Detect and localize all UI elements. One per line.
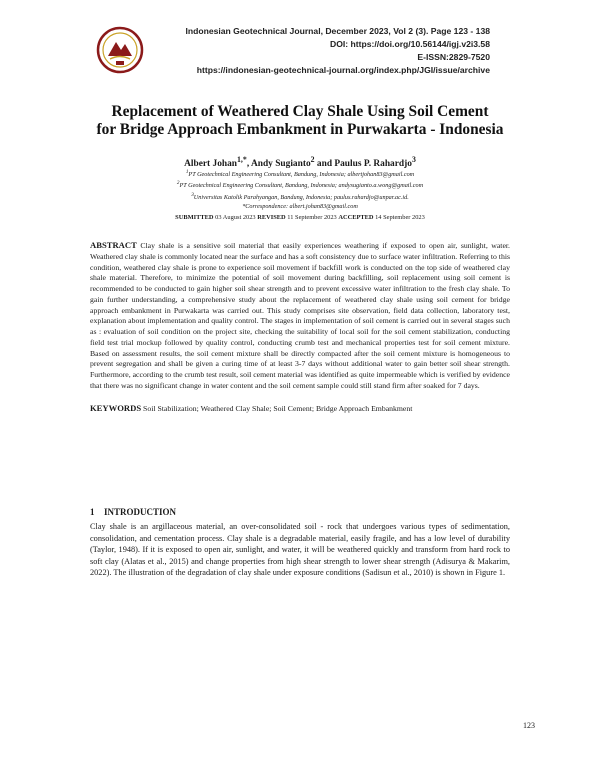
author-separator: , bbox=[246, 159, 251, 170]
abstract bbox=[90, 240, 510, 392]
keywords-text: Soil Stabilization; Weathered Clay Shale; Soil Cement; Bridge Approach Embankment bbox=[143, 404, 413, 413]
affiliation-item: $^1$PT Geotechnical Engineering Consultant, Bandung, Indonesia; albertjohan83@gmail.com bbox=[185, 169, 415, 179]
journal-header bbox=[130, 25, 490, 77]
section-title: INTRODUCTION bbox=[104, 507, 177, 517]
journal-citation: Indonesian Geotechnical Journal, December 2023, Vol 2 (3). Page 123 - 138 bbox=[185, 26, 490, 36]
journal-url-link[interactable]: https://indonesian-geotechnical-journal.org/index.php/JGI/issue/archive bbox=[196, 65, 490, 75]
abstract-label: ABSTRACT bbox=[90, 240, 137, 250]
correspondence-email[interactable]: *Correspondence: albert.johan83@gmail.com bbox=[242, 203, 358, 211]
paper-title bbox=[70, 103, 530, 139]
keywords-label: KEYWORDS bbox=[90, 403, 142, 413]
affiliation-list bbox=[70, 168, 530, 211]
affiliation-item: $^3$Universitas Katolik Parahyangan, Bandung, Indonesia; paulus.rahardjo@unpar.ac.id. bbox=[191, 191, 409, 201]
section-heading bbox=[90, 507, 176, 517]
author-affiliation-mark: 3 bbox=[411, 155, 416, 164]
paper-title-line-1: Replacement of Weathered Clay Shale Using Soil Cement bbox=[111, 103, 489, 120]
keywords bbox=[90, 403, 510, 413]
submission-dates: SUBMITTED 03 August 2023 REVISED 11 September 2023 ACCEPTED 14 September 2023 bbox=[175, 214, 425, 221]
paper-title-line-2: for Bridge Approach Embankment in Purwakarta - Indonesia bbox=[96, 121, 504, 138]
section-number: 1 bbox=[90, 507, 95, 517]
author-affiliation-mark: 2 bbox=[310, 155, 315, 164]
body-paragraph: Clay shale is an argillaceous material, an over-consolidated soil - rock that undergoes various types of sedimentation, consolidation, and cementation process. Clay shale is a degradable material, easily fragile, and has a low level of durability (Taylor, 1948). If it is exposed to open air, sunlight, and water, it will be weathered quickly and transform from hard rock to soft clay (Alatas et al., 2015) and change properties from high shear strength to lower shear strength (Adisurya & Makarim, 2022). The illustration of the degradation of clay shale under exposure conditions (Sadisun et al., 2010) is shown in Figure 1. bbox=[90, 522, 510, 578]
author-name: Andy Sugianto bbox=[250, 159, 311, 170]
doi-link[interactable]: DOI: https://doi.org/10.56144/igj.v2i3.58 bbox=[330, 39, 490, 49]
author-list bbox=[70, 155, 530, 169]
author-name: Paulus P. Rahardjo bbox=[334, 159, 412, 170]
author-separator: and bbox=[314, 159, 335, 170]
affiliation-item: $^2$PT Geotechnical Engineering Consultant, Bandung, Indonesia; andysugianto.a.wong@gmail.com bbox=[176, 180, 424, 190]
issn: E-ISSN:2829-7520 bbox=[417, 52, 490, 62]
author-affiliation-mark: 1,* bbox=[237, 155, 247, 164]
page-number: 123 bbox=[523, 721, 535, 730]
author-name: Albert Johan bbox=[184, 159, 238, 170]
abstract-text: Clay shale is a sensitive soil material that easily experiences weathering if exposed to open air, sunlight, water. Weathered clay shale is commonly located near the surface and has a soft consistency due to surface water infiltration. Referring to this condition, weathered clay shale is prone to experience soil movement if backfill work is conducted on the top side of weathered clay shale material. Therefore, to minimize the potential of soil movement during backfilling, soil replacement using soil cement is recommended to be conducted to gain higher soil shear strength and to prevent excessive water infiltration to the fresh clay shale. To gain further understanding, a comprehensive study about the replacement of weathered clay shale using soil cement for bridge approach embankment in Purwakarta was carried out. This study comprises site observation, field data collection, laboratory test, explanation about implementation and quality control. The stages in implementation of soil cement is carried out in several stages such as : evaluation of soil condition on the project site, checking the suitability of local soil for the soil cement stabilization, conducting field test trial mockup followed by quality control, conducting crumb test and mechanical properties test for soil cement mixture. Based on assessment results, the soil cement mixture shall be directly compacted after the soil cement mixture is homogeneous to prevent segregation and shall be given a curing time of at least 3-7 days without additional water to gain better soil shear strength. Furthermore, according to the crumb test result, soil cement material was identified as quite impermeable which is verified by evidence that there was no significant change in water content and the soil cement sample could still stand firm after soaked for 7 days. bbox=[90, 241, 510, 390]
